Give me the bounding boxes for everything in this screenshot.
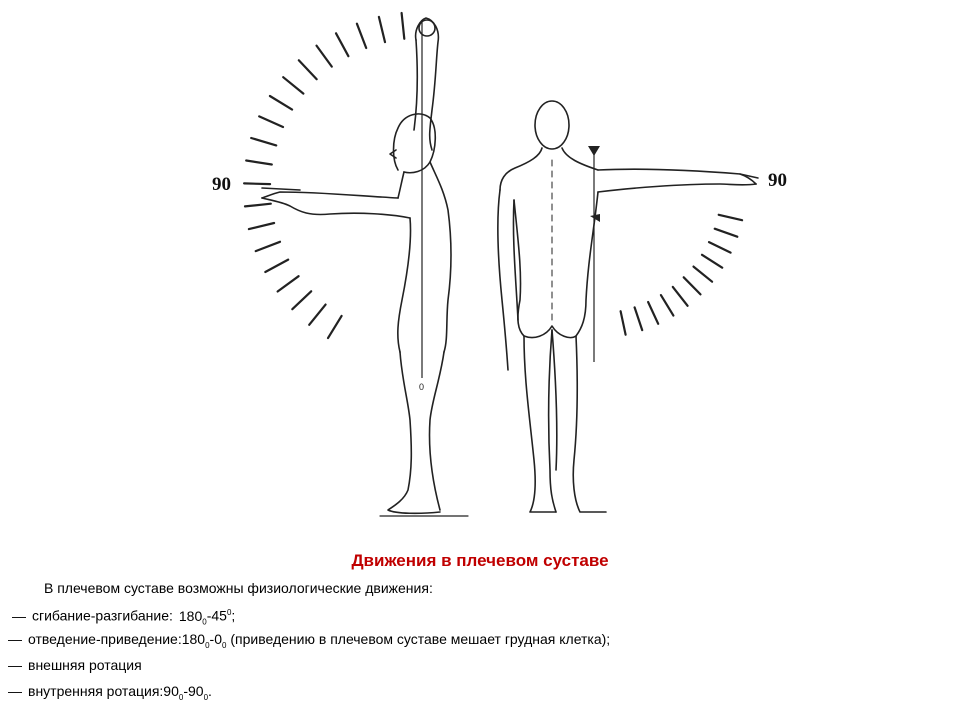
left-scale-ticks [244, 13, 404, 338]
scale-tick [265, 260, 288, 272]
list-dash: — [8, 683, 22, 699]
item-label: внешняя ротация [28, 657, 142, 673]
scale-tick [715, 229, 738, 237]
item-label: сгибание-разгибание: [32, 607, 173, 624]
axis-marker-top [588, 146, 600, 156]
degree-mark: 0 [178, 692, 184, 702]
scale-tick [684, 277, 701, 294]
item-tail: ; [231, 607, 236, 624]
scale-tick [317, 46, 332, 67]
scale-tick [702, 255, 722, 268]
item-label: внутренняя ротация: [28, 683, 164, 699]
item-separator: - [206, 607, 212, 624]
list-dash: — [8, 657, 22, 673]
scale-tick [249, 223, 274, 229]
movement-list [0, 604, 610, 708]
scale-tick [251, 138, 276, 145]
scale-tick [292, 291, 311, 309]
scale-tick [244, 183, 270, 184]
list-dash: — [8, 631, 22, 647]
degree-mark: 0 [203, 692, 209, 702]
list-item-external-rotation [0, 656, 610, 682]
scale-tick [278, 276, 299, 291]
item-tail: (приведению в плечевом суставе мешает грудная клетка); [226, 631, 611, 647]
degree-mark: 0 [226, 608, 232, 617]
list-dash: — [12, 607, 26, 624]
item-value-b: 0 [214, 631, 223, 647]
list-item-abduction [0, 630, 610, 656]
item-value-a: 180 [178, 607, 203, 624]
scale-tick [283, 77, 303, 93]
intro-text: В плечевом суставе возможны физиологические движения: [44, 580, 433, 596]
item-value-a: 180 [181, 631, 206, 647]
scale-tick [328, 316, 342, 338]
scale-tick [245, 204, 271, 207]
degree-mark: 0 [222, 640, 227, 650]
item-value-b: 90 [188, 683, 204, 699]
scale-tick [621, 311, 626, 335]
list-item-internal-rotation [0, 682, 610, 708]
list-item-flexion [0, 604, 610, 630]
item-label: отведение-приведение: [28, 631, 182, 647]
scale-tick [402, 13, 405, 39]
scale-tick [661, 295, 674, 316]
item-value-a: 90 [163, 683, 179, 699]
degree-mark: 0 [202, 617, 207, 627]
left-90-label: 90 [212, 174, 231, 195]
right-scale-ticks [621, 215, 743, 335]
scale-tick [357, 24, 366, 48]
scale-tick [299, 60, 317, 79]
back-view-figure [498, 101, 758, 512]
scale-tick [719, 215, 742, 220]
item-separator: - [209, 631, 215, 647]
degree-mark: 0 [205, 640, 210, 650]
scale-tick [635, 307, 643, 330]
right-90-label: 90 [768, 170, 787, 191]
scale-tick [256, 242, 280, 251]
scale-tick [246, 161, 272, 165]
scale-tick [673, 287, 688, 306]
zero-label: 0 [419, 382, 425, 392]
item-value-b: 45 [211, 607, 227, 624]
scale-tick [648, 302, 658, 324]
scale-tick [270, 96, 292, 110]
scale-tick [709, 242, 731, 253]
scale-tick [379, 17, 385, 42]
slide-title: Движения в плечевом суставе [351, 551, 609, 570]
scale-tick [259, 116, 283, 127]
item-tail: . [208, 683, 212, 699]
scale-tick [309, 305, 325, 325]
scale-tick [694, 267, 713, 282]
item-separator: - [183, 683, 188, 699]
scale-tick [336, 33, 348, 56]
side-view-figure [262, 18, 468, 516]
